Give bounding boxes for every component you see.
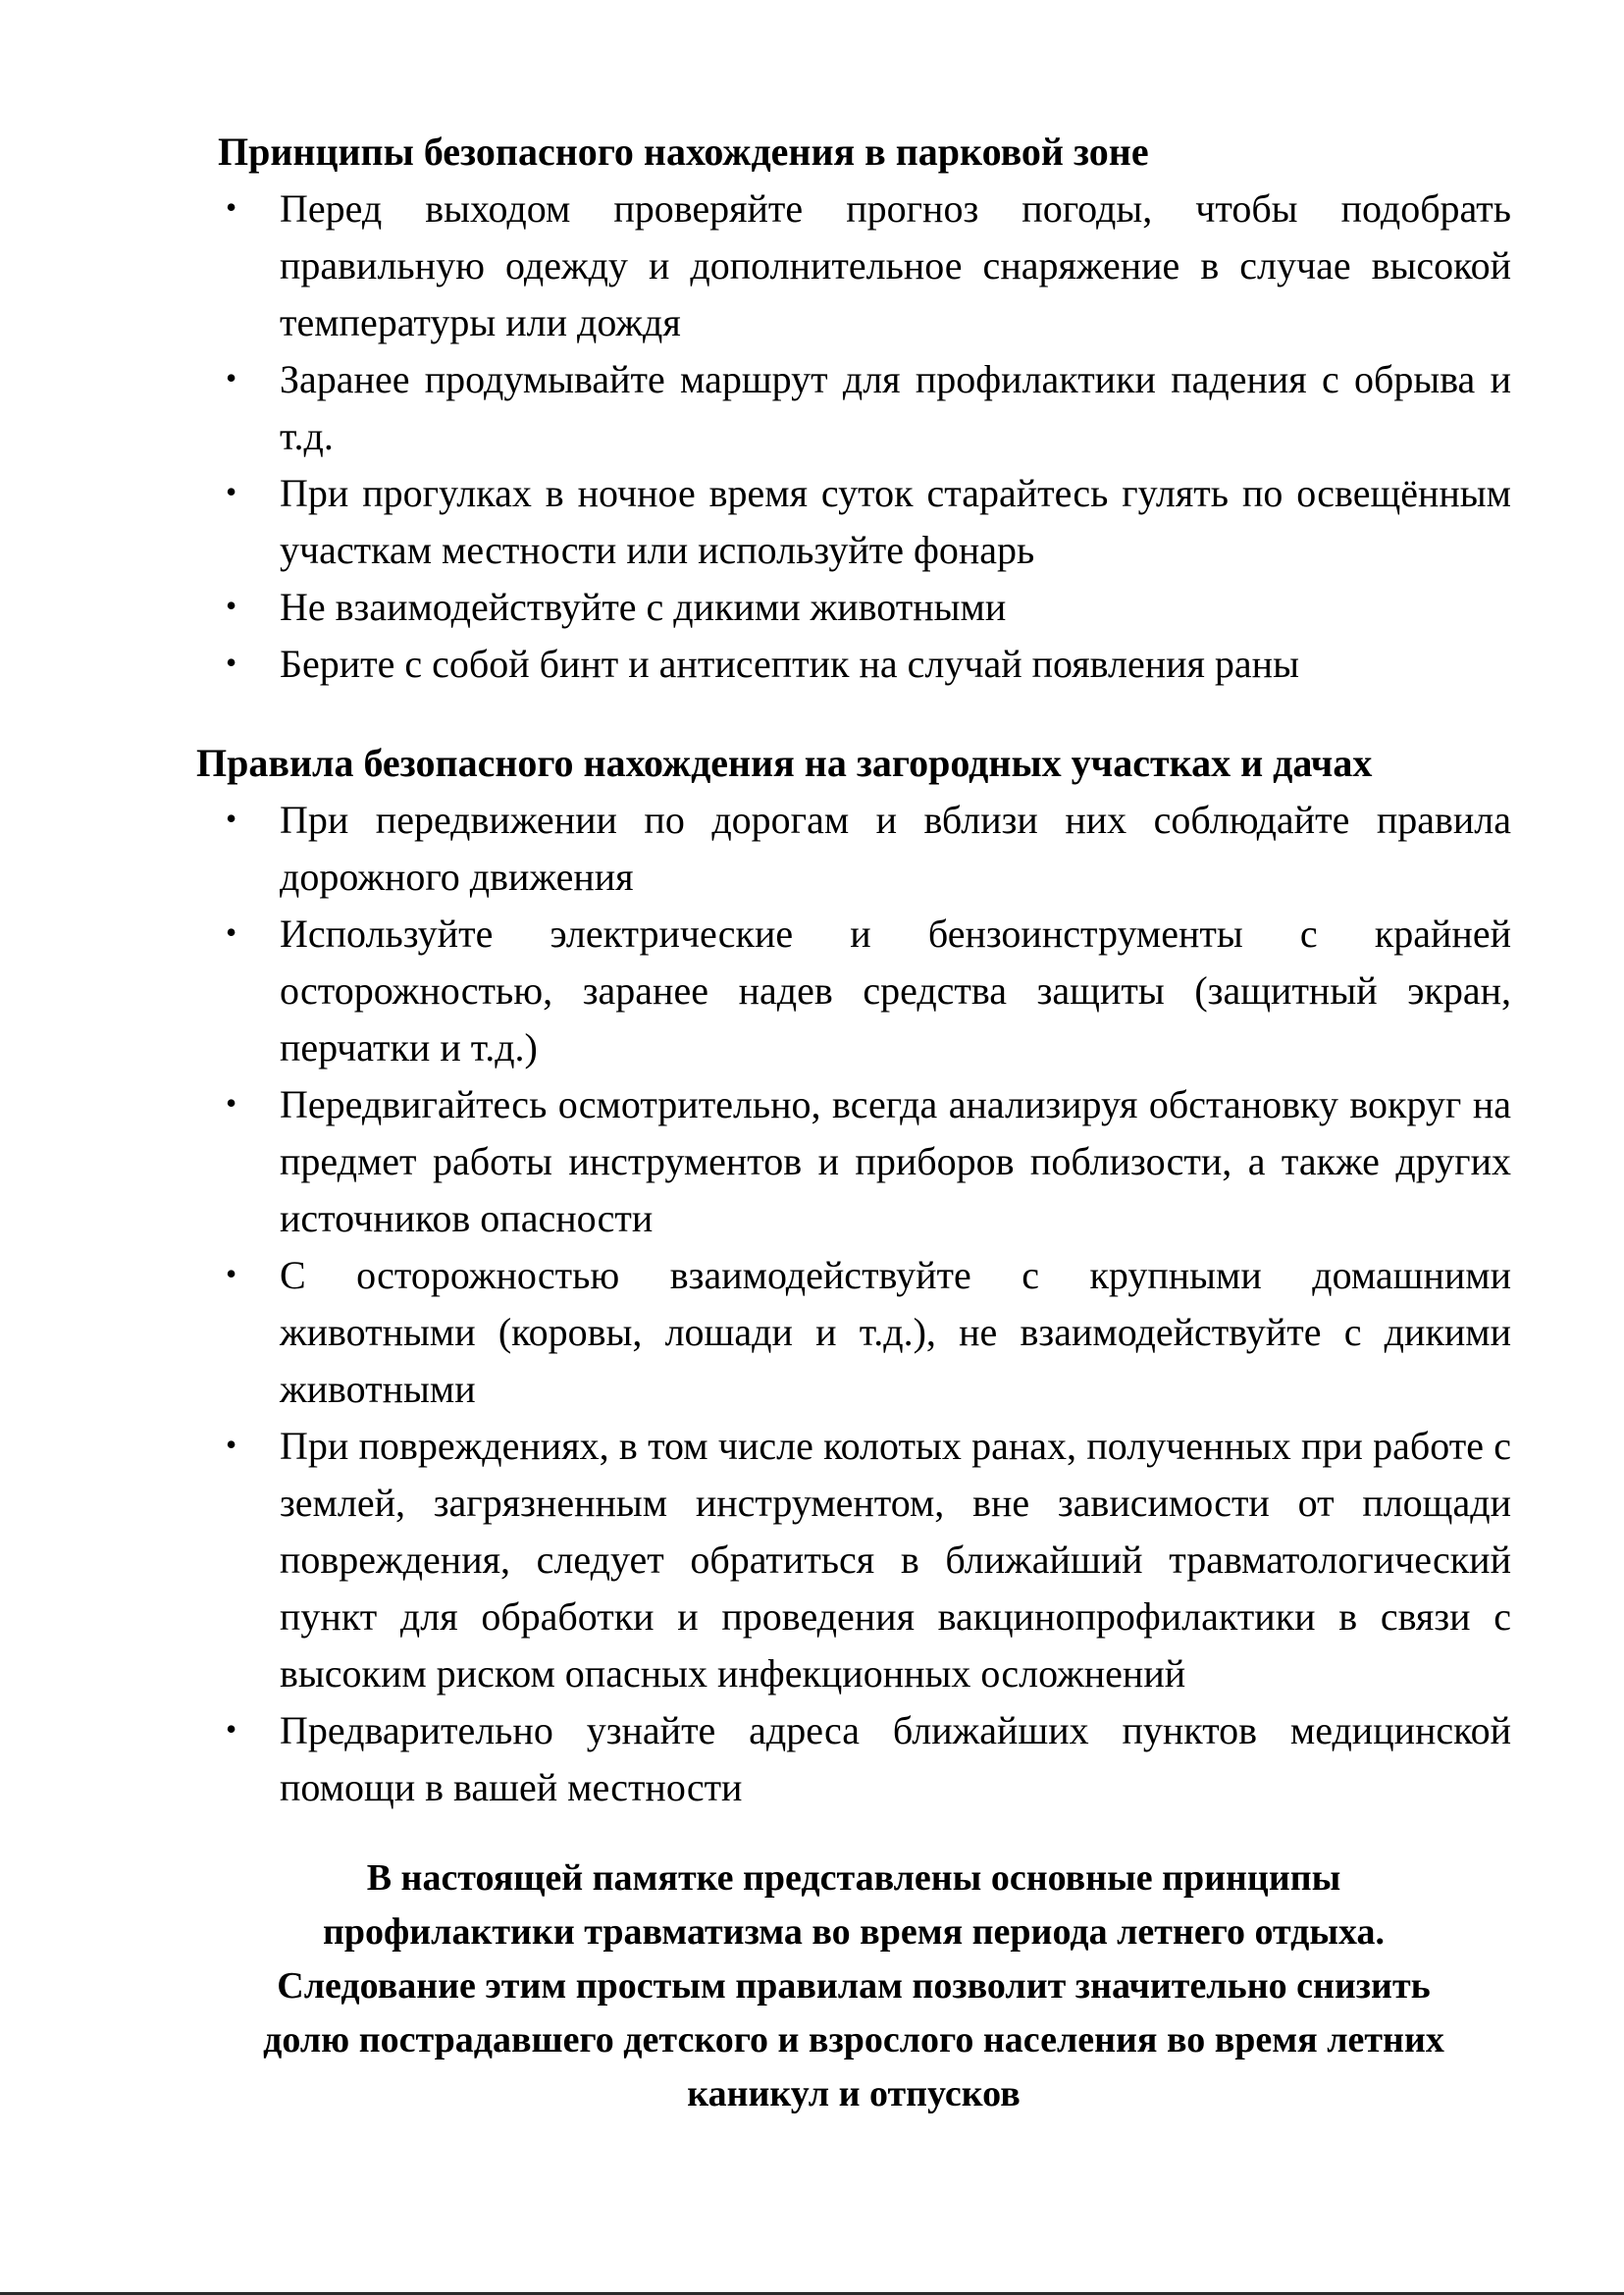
list-item	[196, 792, 1511, 906]
list-item-text: При повреждениях, в том числе колотых ранах, полученных при работе с землей, загрязненным инструментом, вне зависимости от площади повреждения, следует обратиться в ближайший травматологический пункт для обработки и проведения вакцинопрофилактики в связи с высоким риском опасных инфекционных осложнений	[280, 1424, 1511, 1695]
bullet-icon: •	[226, 1256, 237, 1291]
list-item-text: Передвигайтесь осмотрительно, всегда анализируя обстановку вокруг на предмет работы инструментов и приборов поблизости, а также других источников опасности	[280, 1082, 1511, 1240]
list-item	[196, 465, 1511, 579]
list-item	[196, 1076, 1511, 1247]
list-item-text: Предварительно узнайте адреса ближайших пунктов медицинской помощи в вашей местности	[280, 1708, 1511, 1809]
list-item-text: Не взаимодействуйте с дикими животными	[280, 585, 1007, 629]
list-item-text: При передвижении по дорогам и вблизи них соблюдайте правила дорожного движения	[280, 798, 1511, 899]
closing-summary-line: долю пострадавшего детского и взрослого населения во время летних	[263, 2019, 1444, 2060]
list-item-text: Берите с собой бинт и антисептик на случай появления раны	[280, 642, 1299, 686]
bullet-icon: •	[226, 914, 237, 950]
list-item	[196, 351, 1511, 465]
list-item-text: Перед выходом проверяйте прогноз погоды, чтобы подобрать правильную одежду и дополнительное снаряжение в случае высокой температуры или дождя	[280, 186, 1511, 344]
bullet-icon: •	[226, 360, 237, 395]
bullet-icon: •	[226, 1427, 237, 1462]
list-item	[196, 181, 1511, 351]
list-item-text: С осторожностью взаимодействуйте с крупными домашними животными (коровы, лошади и т.д.), не взаимодействуйте с дикими животными	[280, 1253, 1511, 1411]
closing-summary	[196, 1852, 1511, 2121]
section-country-areas	[196, 735, 1511, 1816]
list-item-text: При прогулках в ночное время суток старайтесь гулять по освещённым участкам местности или используйте фонарь	[280, 471, 1511, 572]
bullet-icon: •	[226, 474, 237, 509]
list-item-text: Заранее продумывайте маршрут для профилактики падения с обрыва и т.д.	[280, 357, 1511, 458]
closing-summary-line: каникул и отпусков	[687, 2073, 1021, 2114]
list-item	[196, 1418, 1511, 1702]
section-heading: Принципы безопасного нахождения в парковой зоне	[218, 130, 1149, 174]
bullet-icon: •	[226, 189, 237, 225]
section-heading: Правила безопасного нахождения на загородных участках и дачах	[196, 741, 1373, 785]
bullet-icon: •	[226, 645, 237, 680]
closing-summary-line: Следование этим простым правилам позволит значительно снизить	[277, 1965, 1431, 2007]
list-item	[196, 1702, 1511, 1816]
list-item	[196, 636, 1511, 693]
list-item	[196, 906, 1511, 1076]
bullet-icon: •	[226, 801, 237, 836]
section-park-zone	[196, 124, 1511, 693]
closing-summary-line: В настоящей памятке представлены основные принципы	[366, 1857, 1341, 1899]
bullet-list	[196, 181, 1511, 693]
bullet-list	[196, 792, 1511, 1816]
list-item	[196, 1247, 1511, 1418]
closing-summary-line: профилактики травматизма во время периода летнего отдыха.	[322, 1911, 1386, 1953]
bullet-icon: •	[226, 588, 237, 623]
bullet-icon: •	[226, 1085, 237, 1121]
list-item	[196, 579, 1511, 636]
bullet-icon: •	[226, 1711, 237, 1747]
list-item-text: Используйте электрические и бензоинструменты с крайней осторожностью, заранее надев средства защиты (защитный экран, перчатки и т.д.)	[280, 912, 1511, 1069]
